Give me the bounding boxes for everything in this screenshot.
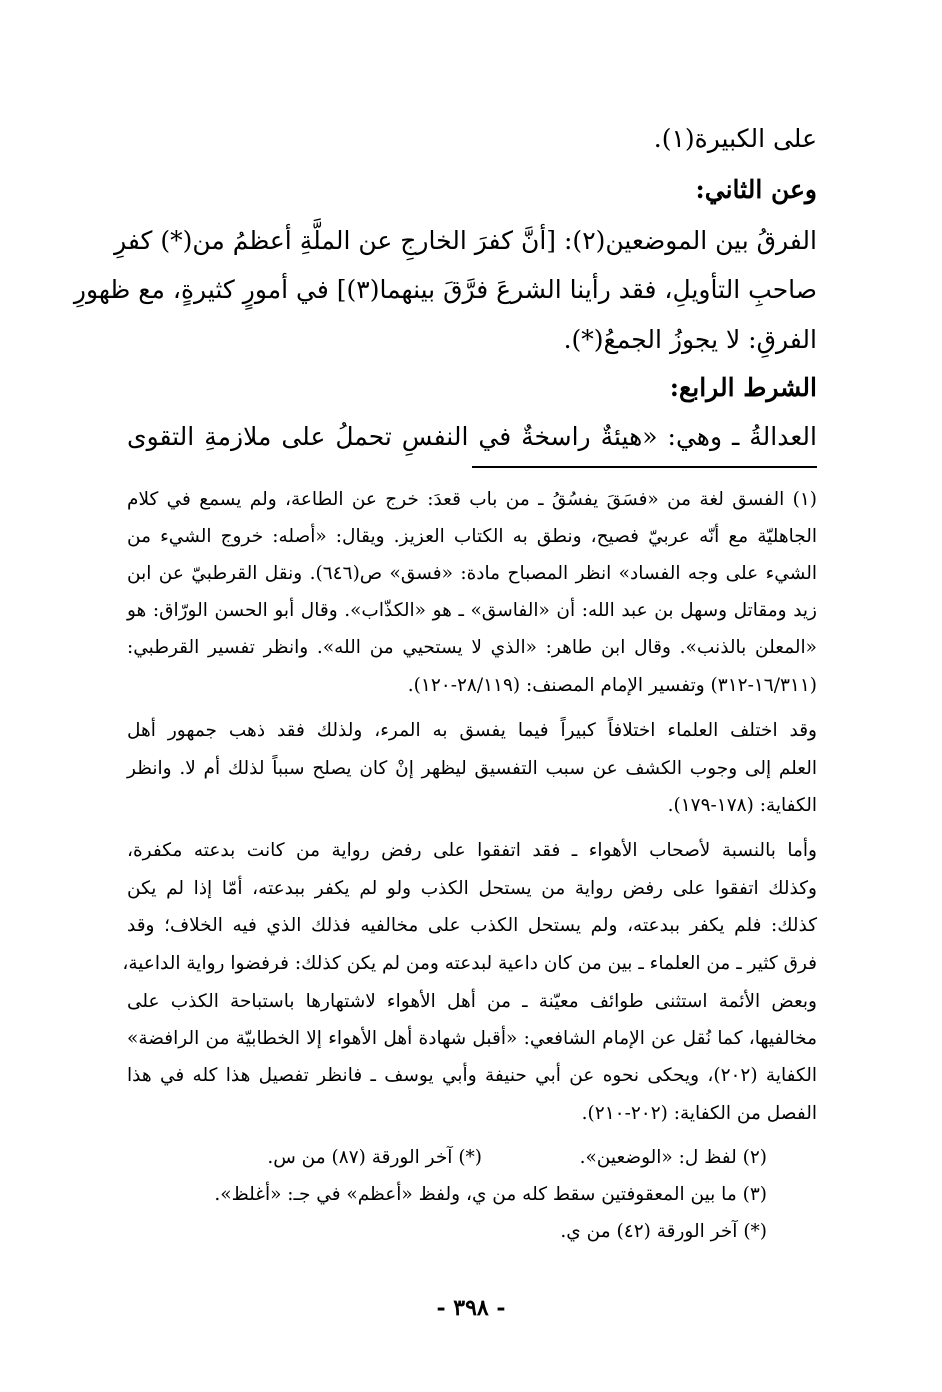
footnote-line: (٢) لفظ ل: «الوضعين». [579, 1147, 767, 1168]
footnote-line: (*) آخر الورقة (٨٧) من س. [267, 1147, 482, 1168]
footnote-line: وبعض الأئمة استثنى طوائف معيّنة ـ من أهل الأهواء لاشتهارها باستباحة الكذب على [127, 991, 817, 1012]
footnote-line: فرق كثير ـ من العلماء ـ بين من كان داعية لبدعته ومن لم يكن كذلك: فرفضوا رواية الداعية، [122, 953, 817, 974]
footnote-line: «المعلن بالذنب». وقال ابن طاهر: «الذي لا يستحيي من الله». وانظر تفسير القرطبي: [127, 637, 817, 658]
footnote-line: مخالفيها، كما نُقل عن الإمام الشافعي: «أقبل شهادة أهل الأهواء إلا الخطابيّة من الرافضة» [127, 1028, 817, 1049]
footnote-line: زيد ومقاتل وسهل بن عبد الله: أن «الفاسق» ـ هو «الكذّاب». وقال أبو الحسن الورّاق: هو [127, 600, 817, 621]
footnote-line: الفصل من الكفاية: (٢٠٢-٢١٠). [581, 1103, 817, 1124]
section-heading: وعن الثاني: [695, 175, 817, 204]
footnote-line: وأما بالنسبة لأصحاب الأهواء ـ فقد اتفقوا على رفض رواية من كانت بدعته مكفرة، [127, 840, 817, 861]
footnote-line: الشيء على وجه الفساد» انظر المصباح مادة: «فسق» ص(٦٤٦). ونقل القرطبيّ عن ابن [127, 563, 817, 584]
footnote-line: الكفاية: (١٧٨-١٧٩). [667, 795, 817, 816]
body-line: على الكبيرة(١). [653, 124, 817, 153]
page-number: - ٣٩٨ - [436, 1295, 506, 1321]
footnote-line: (*) آخر الورقة (٤٢) من ي. [560, 1221, 767, 1242]
body-line: العدالةُ ـ وهي: «هيئةٌ راسخةٌ في النفسِ تحملُ على ملازمةِ التقوى [127, 422, 817, 451]
footnote-line: الكفاية (٢٠٢)، ويحكى نحوه عن أبي حنيفة وأبي يوسف ـ فانظر تفصيل هذا كله في هذا [127, 1065, 817, 1086]
body-line: صاحبِ التأويلِ، فقد رأينا الشرعَ فرَّقَ بينهما(٣)] في أمورٍ كثيرةٍ، مع ظهورِ [73, 275, 817, 304]
footnote-separator [472, 466, 817, 468]
footnote-line: الجاهليّة مع أنّه عربيّ فصيح، ونطق به الكتاب العزيز. ويقال: «أصله: خروج الشيء من [127, 526, 817, 547]
footnote-line: العلم إلى وجوب الكشف عن سبب التفسيق ليظهر إنْ كان يصلح سبباً لذلك أم لا. وانظر [127, 758, 817, 779]
footnote-line: (١) الفسق لغة من «فسَقَ يفسُقُ ـ من باب قعدَ: خرج عن الطاعة، ولم يسمع في كلام [127, 489, 817, 510]
footnote-line: (٣) ما بين المعقوفتين سقط كله من ي، ولفظ «أعظم» في جـ: «أغلظ». [214, 1184, 767, 1205]
footnote-line: (١٦/٣١١-٣١٢) وتفسير الإمام المصنف: (٢٨/١١٩-١٢٠). [407, 675, 817, 696]
body-line: الفرقِ: لا يجوزُ الجمعُ(*). [563, 325, 817, 354]
footnote-line: وكذلك اتفقوا على رفض رواية من يستحل الكذب ولو لم يكفر ببدعته، أمّا إذا لم يكن [127, 878, 817, 899]
section-heading: الشرط الرابع: [669, 373, 817, 402]
footnote-line: وقد اختلف العلماء اختلافاً كبيراً فيما يفسق به المرء، ولذلك فقد ذهب جمهور أهل [127, 720, 817, 741]
body-line: الفرقُ بين الموضعين(٢): [أنَّ كفرَ الخارجِ عن الملَّةِ أعظمُ من(*) كفرِ [114, 226, 817, 255]
footnote-line: كذلك: فلم يكفر ببدعته، ولم يستحل الكذب على مخالفيه فذلك الذي فيه الخلاف؛ وقد [127, 915, 817, 936]
